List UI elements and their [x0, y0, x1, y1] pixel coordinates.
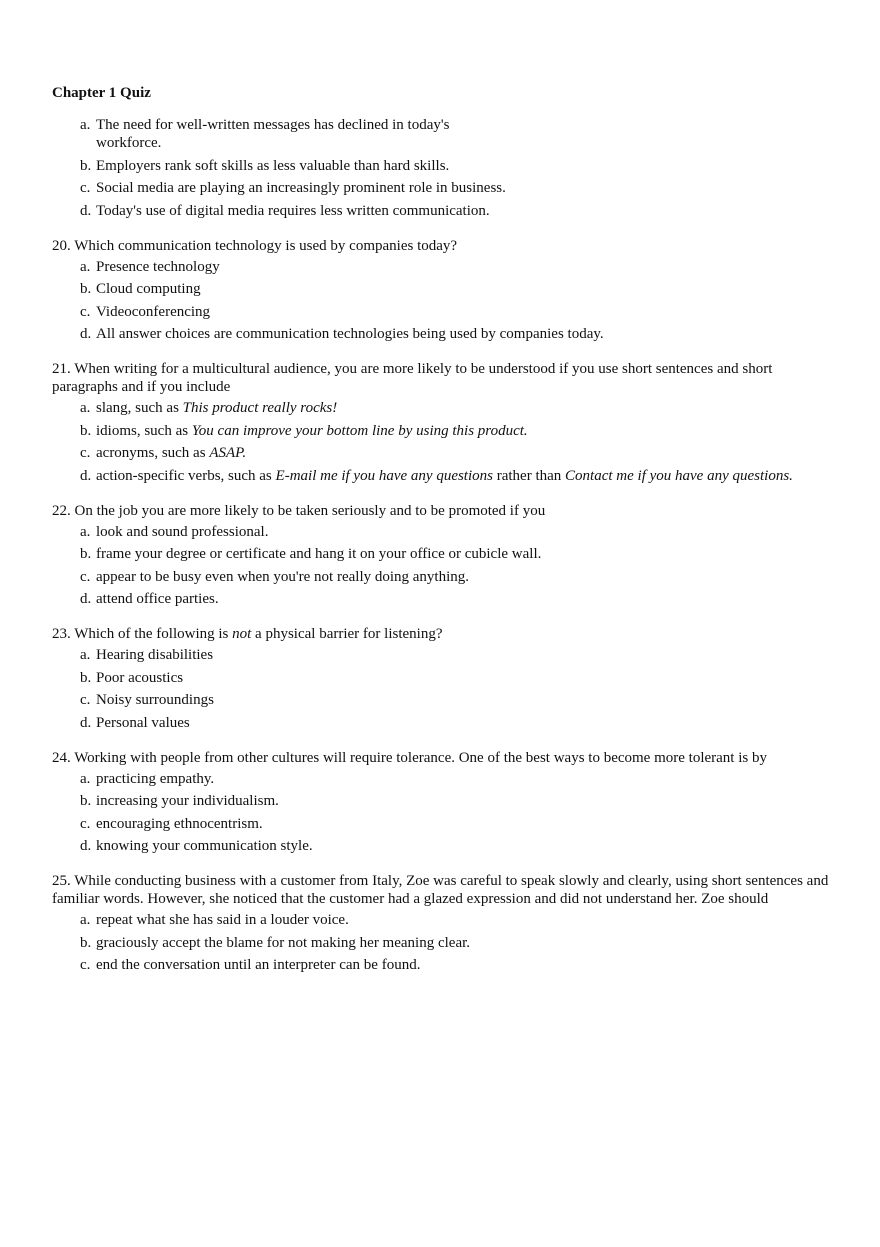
option-text: Hearing disabilities	[96, 647, 214, 663]
option-text: The need for well-written messages has declined in today's workforce.	[96, 117, 450, 151]
option-text: Presence technology	[96, 258, 220, 275]
option-c: c. appear to be busy even when you're not really doing anything.	[80, 568, 470, 585]
option-text: practicing empathy.	[96, 770, 215, 787]
question-20	[52, 237, 832, 344]
options-list	[52, 258, 832, 344]
options-list	[52, 646, 832, 732]
option-text: attend office parties.	[96, 591, 219, 607]
question-19	[52, 116, 832, 220]
option-text: repeat what she has said in a louder voice.	[96, 912, 349, 928]
option-c: c. end the conversation until an interpreter can be found.	[80, 957, 421, 973]
option-b: b. increasing your individualism.	[80, 793, 279, 809]
question-text-suffix: a physical barrier for listening?	[251, 626, 443, 642]
option-d: d. action-specific verbs, such as E-mail me if you have any questions rather than Contact me if you have any questions.	[80, 467, 793, 484]
options-list	[52, 770, 832, 856]
option-d: d. knowing your communication style.	[80, 838, 313, 854]
question-22	[52, 502, 832, 609]
option-d: d. Today's use of digital media requires less written communication.	[80, 202, 490, 219]
option-b: b. frame your degree or certificate and hang it on your office or cubicle wall.	[52, 545, 832, 563]
option-text: graciously accept the blame for not making her meaning clear.	[96, 934, 471, 951]
option-text: Today's use of digital media requires less written communication.	[96, 202, 490, 219]
option-b: b. Employers rank soft skills as less valuable than hard skills.	[80, 157, 450, 174]
option-a: a. practicing empathy.	[80, 770, 215, 787]
option-text: end the conversation until an interpreter can be found.	[96, 957, 421, 973]
option-d: d. attend office parties.	[80, 591, 219, 607]
question-text: 21. When writing for a multicultural audience, you are more likely to be understood if you use short sentences and short paragraphs and if you include	[52, 361, 773, 395]
option-text: frame your degree or certificate and hang it on your office or cubicle wall.	[96, 546, 542, 562]
option-c: c. Social media are playing an increasingly prominent role in business.	[80, 180, 506, 196]
option-b: b. Cloud computing	[80, 281, 201, 297]
option-text: Cloud computing	[96, 281, 201, 297]
question-text: 20. Which communication technology is used by companies today?	[52, 237, 458, 254]
options-list	[52, 116, 832, 220]
option-c: c. acronyms, such as ASAP.	[80, 445, 247, 461]
option-b: b. idioms, such as You can improve your bottom line by using this product.	[80, 422, 528, 439]
option-example: ASAP.	[209, 445, 247, 461]
option-a: a. repeat what she has said in a louder voice.	[80, 912, 349, 928]
option-text: slang, such as	[96, 400, 183, 416]
option-c: c. encouraging ethnocentrism.	[80, 815, 263, 832]
option-a: a. look and sound professional.	[80, 523, 269, 540]
option-d: d. All answer choices are communication technologies being used by companies today.	[80, 326, 604, 342]
option-a: a. The need for well-written messages has declined in today's workforce.	[52, 116, 832, 152]
options-list	[52, 911, 832, 974]
option-text: encouraging ethnocentrism.	[96, 815, 263, 832]
option-text: Employers rank soft skills as less valuable than hard skills.	[96, 157, 450, 174]
option-text: Personal values	[96, 714, 190, 731]
option-text: Videoconferencing	[96, 303, 211, 320]
option-text: Noisy surroundings	[96, 692, 214, 708]
option-d: d. Personal values	[80, 714, 190, 731]
option-text: acronyms, such as	[96, 445, 210, 461]
page-title: Chapter 1 Quiz	[52, 85, 151, 101]
option-c: c. Noisy surroundings	[80, 692, 214, 708]
question-text-prefix: 23. Which of the following is	[52, 626, 233, 642]
option-text: look and sound professional.	[96, 523, 269, 540]
question-text-emphasis: not	[232, 626, 252, 642]
option-a: a. Hearing disabilities	[80, 647, 214, 663]
option-c: c. Videoconferencing	[80, 303, 211, 320]
option-text: idioms, such as	[96, 422, 192, 439]
question-23	[52, 625, 832, 732]
option-text: appear to be busy even when you're not really doing anything.	[96, 568, 470, 585]
option-text: Social media are playing an increasingly prominent role in business.	[96, 180, 506, 196]
option-b: b. Poor acoustics	[80, 669, 184, 686]
question-text: 25. While conducting business with a customer from Italy, Zoe was careful to speak slowly and clearly, using short sentences and familiar words. However, she noticed that the customer had a glazed expression and did not understand her. Zoe should	[52, 873, 829, 907]
option-example: You can improve your bottom line by using this product.	[191, 422, 528, 439]
question-25	[52, 872, 832, 974]
option-b: b. graciously accept the blame for not making her meaning clear.	[80, 934, 471, 951]
option-a: a. Presence technology	[80, 258, 220, 275]
option-text: All answer choices are communication technologies being used by companies today.	[96, 326, 604, 342]
option-example: This product really rocks!	[182, 400, 338, 416]
option-text: Poor acoustics	[96, 669, 184, 686]
option-example: E-mail me if you have any questions	[275, 467, 493, 484]
question-text: 24. Working with people from other cultures will require tolerance. One of the best ways to become more tolerant is by	[52, 749, 767, 766]
option-a: a. slang, such as This product really rocks!	[80, 400, 338, 416]
option-example-2: Contact me if you have any questions.	[565, 467, 793, 484]
quiz-content	[52, 116, 832, 991]
question-text: 22. On the job you are more likely to be taken seriously and to be promoted if you	[52, 502, 546, 519]
option-text-middle: rather than	[492, 467, 566, 484]
question-24	[52, 749, 832, 856]
options-list	[52, 523, 832, 609]
options-list	[52, 399, 832, 485]
option-text: action-specific verbs, such as	[96, 467, 276, 484]
option-text: increasing your individualism.	[96, 793, 279, 809]
option-text: knowing your communication style.	[96, 838, 313, 854]
question-text	[52, 625, 832, 643]
question-21	[52, 360, 832, 485]
